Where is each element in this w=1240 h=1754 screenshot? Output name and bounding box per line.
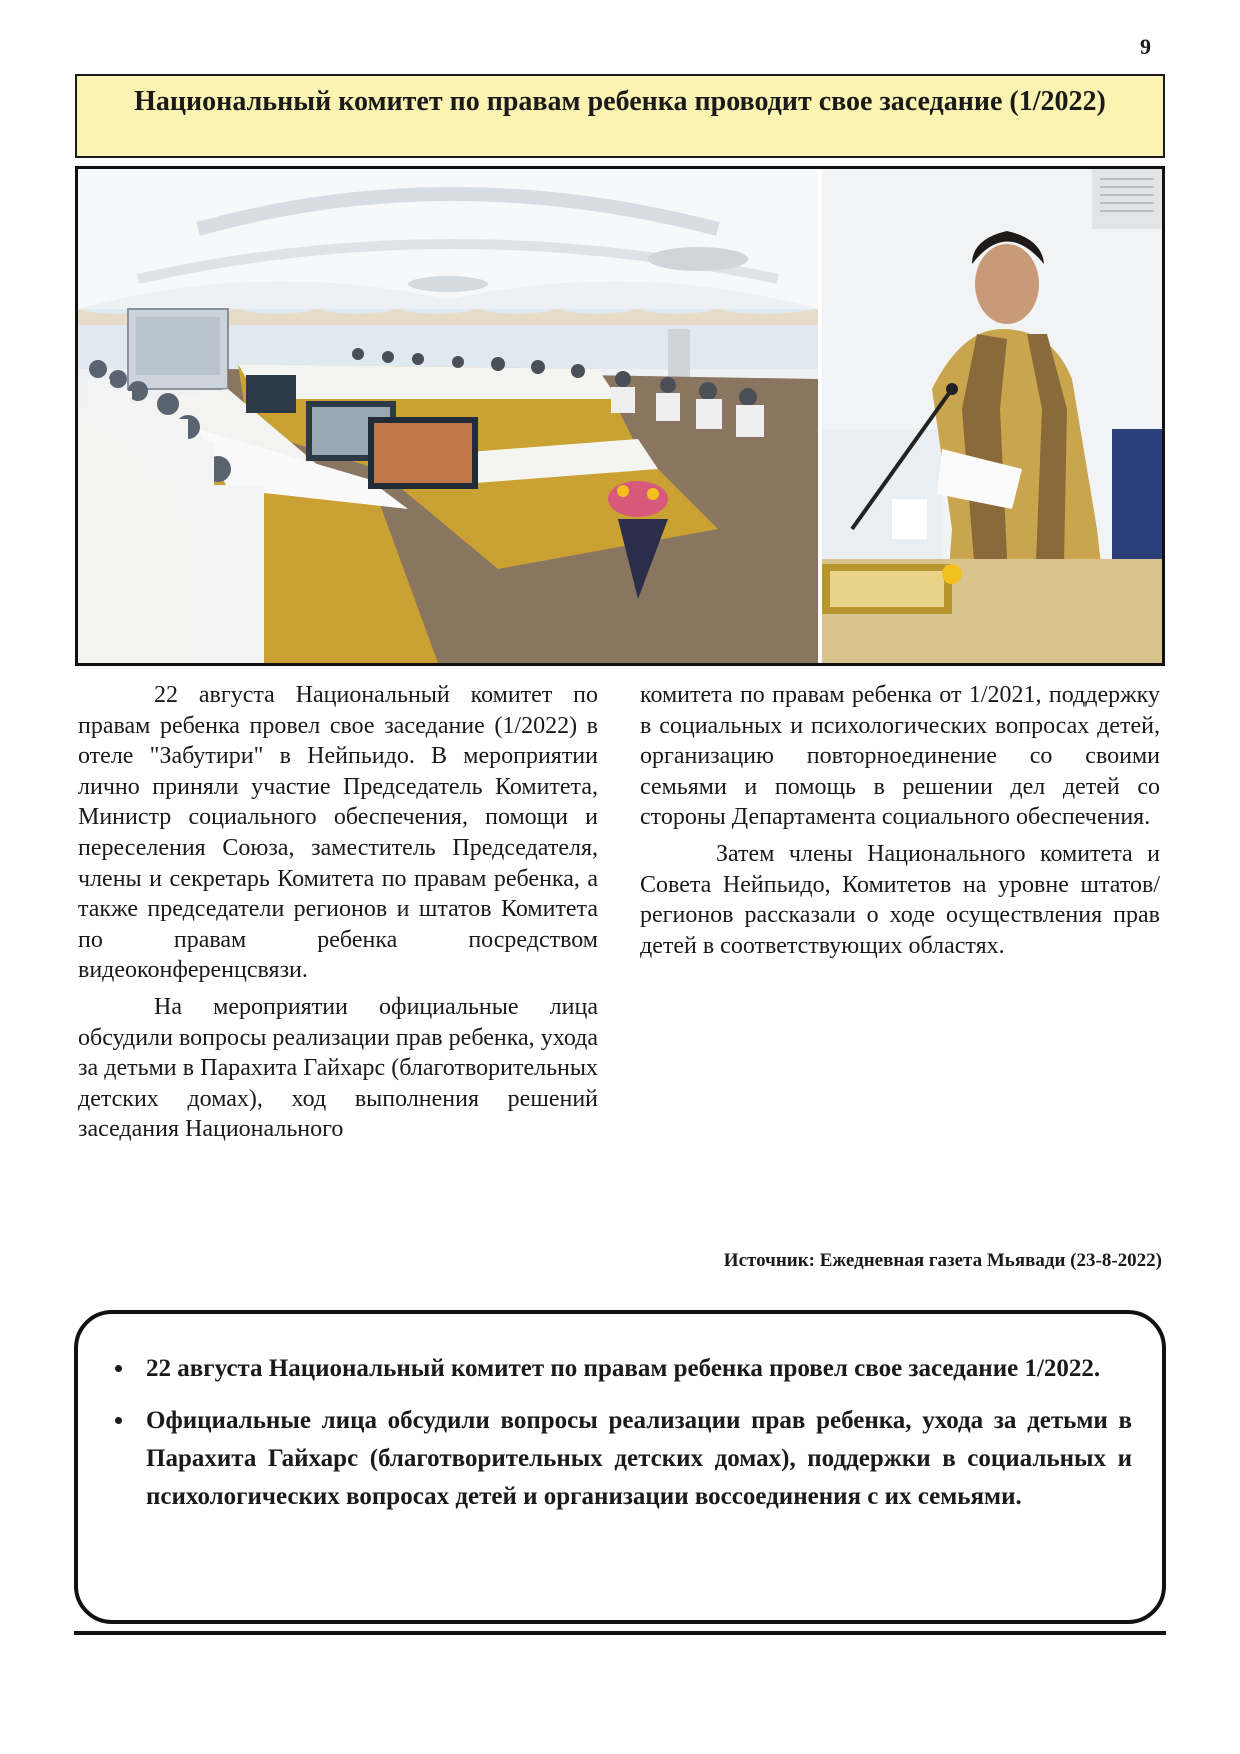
article-column-right xyxy=(640,680,1160,967)
speaker-illustration xyxy=(822,169,1162,663)
article-paragraph: Затем члены Национального комитета и Совета Нейпьидо, Комитетов на уровне штатов/регионов рассказали о ходе осуществления прав детей в соответствующих областях. xyxy=(640,840,1160,959)
article-paragraph: 22 августа Национальный комитет по правам ребенка провел свое заседание (1/2022) в отеле "Забутири" в Нейпьидо. В мероприятии лично приняли участие Председатель Комитета, Министр социального обеспечения, помощи и переселения Союза, заместитель Председателя, члены и секретарь Комитета по правам ребенка, а также председатели регионов и штатов Комитета по правам ребенка посредством видеоконференцсвязи. xyxy=(78,682,598,984)
article-column-left xyxy=(78,680,598,1151)
summary-item: • Официальные лица обсудили вопросы реализации прав ребенка, ухода за детьми в Парахита Гайхарс (благотворительных детских домах), поддержки в социальных и психологических вопросах детей и организации воссоединения с их семьями. xyxy=(136,1402,1132,1516)
page-number: 9 xyxy=(1140,34,1151,59)
article-paragraph: комитета по правам ребенка от 1/2021, поддержку в социальных и психологических вопросах детей, организацию повторноединение со своими семьями и помощь в решении дел детей со стороны Департамента социального обеспечения. xyxy=(640,682,1160,831)
speaker-photo xyxy=(822,169,1162,663)
bottom-divider xyxy=(74,1631,1166,1635)
photo-frame xyxy=(75,166,1165,666)
article-source: Источник: Ежедневная газета Мьявади (23-8-2022) xyxy=(723,1250,1162,1271)
article-paragraph: На мероприятии официальные лица обсудили вопросы реализации прав ребенка, ухода за детьми в Парахита Гайхарс (благотворительных детских домах), ход выполнения решений заседания Национального xyxy=(78,993,598,1143)
summary-list xyxy=(78,1314,1162,1516)
meeting-hall-photo xyxy=(78,169,818,663)
summary-box xyxy=(74,1310,1166,1624)
article-title: Национальный комитет по правам ребенка проводит свое заседание (1/2022) xyxy=(134,86,1106,117)
meeting-hall-illustration xyxy=(78,169,818,663)
article-title-box xyxy=(75,74,1165,158)
summary-item: • 22 августа Национальный комитет по правам ребенка провел свое заседание 1/2022. xyxy=(136,1350,1132,1388)
